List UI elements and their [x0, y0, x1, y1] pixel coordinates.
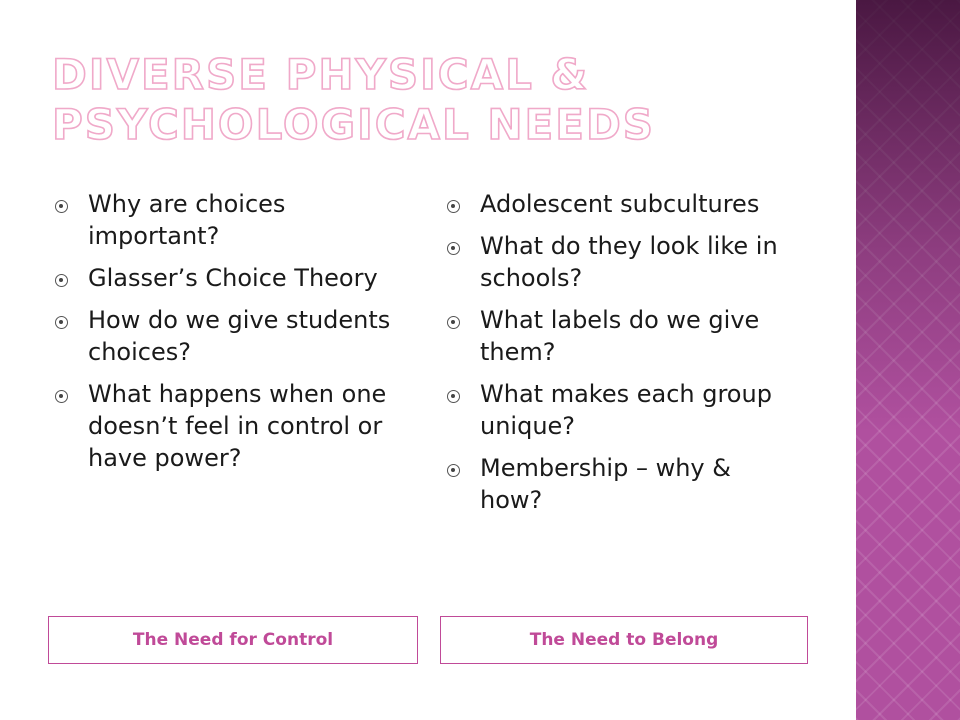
- slide-title: [52, 50, 832, 150]
- list-item: [444, 452, 784, 516]
- list-item-text: Adolescent subcultures: [480, 190, 760, 218]
- list-item: [444, 188, 784, 220]
- list-item-text: What labels do we give them?: [480, 306, 760, 366]
- list-item: [444, 304, 784, 368]
- left-column-heading: The Need for Control: [48, 616, 418, 664]
- circle-bullet-icon: [55, 390, 68, 403]
- list-item-text: What happens when one doesn’t feel in control or have power?: [88, 380, 387, 472]
- list-item-text: Glasser’s Choice Theory: [88, 264, 378, 292]
- list-item: [444, 378, 784, 442]
- list-item: [52, 378, 392, 474]
- title-line-1: DIVERSE PHYSICAL &: [52, 50, 590, 99]
- list-item-text: How do we give students choices?: [88, 306, 391, 366]
- left-bullet-list: [52, 188, 392, 474]
- decorative-side-panel: [856, 0, 960, 720]
- circle-bullet-icon: [55, 274, 68, 287]
- left-column: [52, 188, 392, 484]
- right-column-heading: The Need to Belong: [440, 616, 808, 664]
- list-item-text: What do they look like in schools?: [480, 232, 778, 292]
- list-item: [52, 304, 392, 368]
- circle-bullet-icon: [447, 316, 460, 329]
- circle-bullet-icon: [55, 316, 68, 329]
- circle-bullet-icon: [447, 464, 460, 477]
- list-item-text: What makes each group unique?: [480, 380, 772, 440]
- right-bullet-list: [444, 188, 784, 516]
- list-item: [444, 230, 784, 294]
- circle-bullet-icon: [447, 200, 460, 213]
- list-item: [52, 262, 392, 294]
- list-item-text: Why are choices important?: [88, 190, 286, 250]
- right-column: [444, 188, 784, 526]
- circle-bullet-icon: [447, 390, 460, 403]
- circle-bullet-icon: [447, 242, 460, 255]
- list-item-text: Membership – why & how?: [480, 454, 731, 514]
- list-item: [52, 188, 392, 252]
- circle-bullet-icon: [55, 200, 68, 213]
- title-line-2: PSYCHOLOGICAL NEEDS: [52, 100, 656, 149]
